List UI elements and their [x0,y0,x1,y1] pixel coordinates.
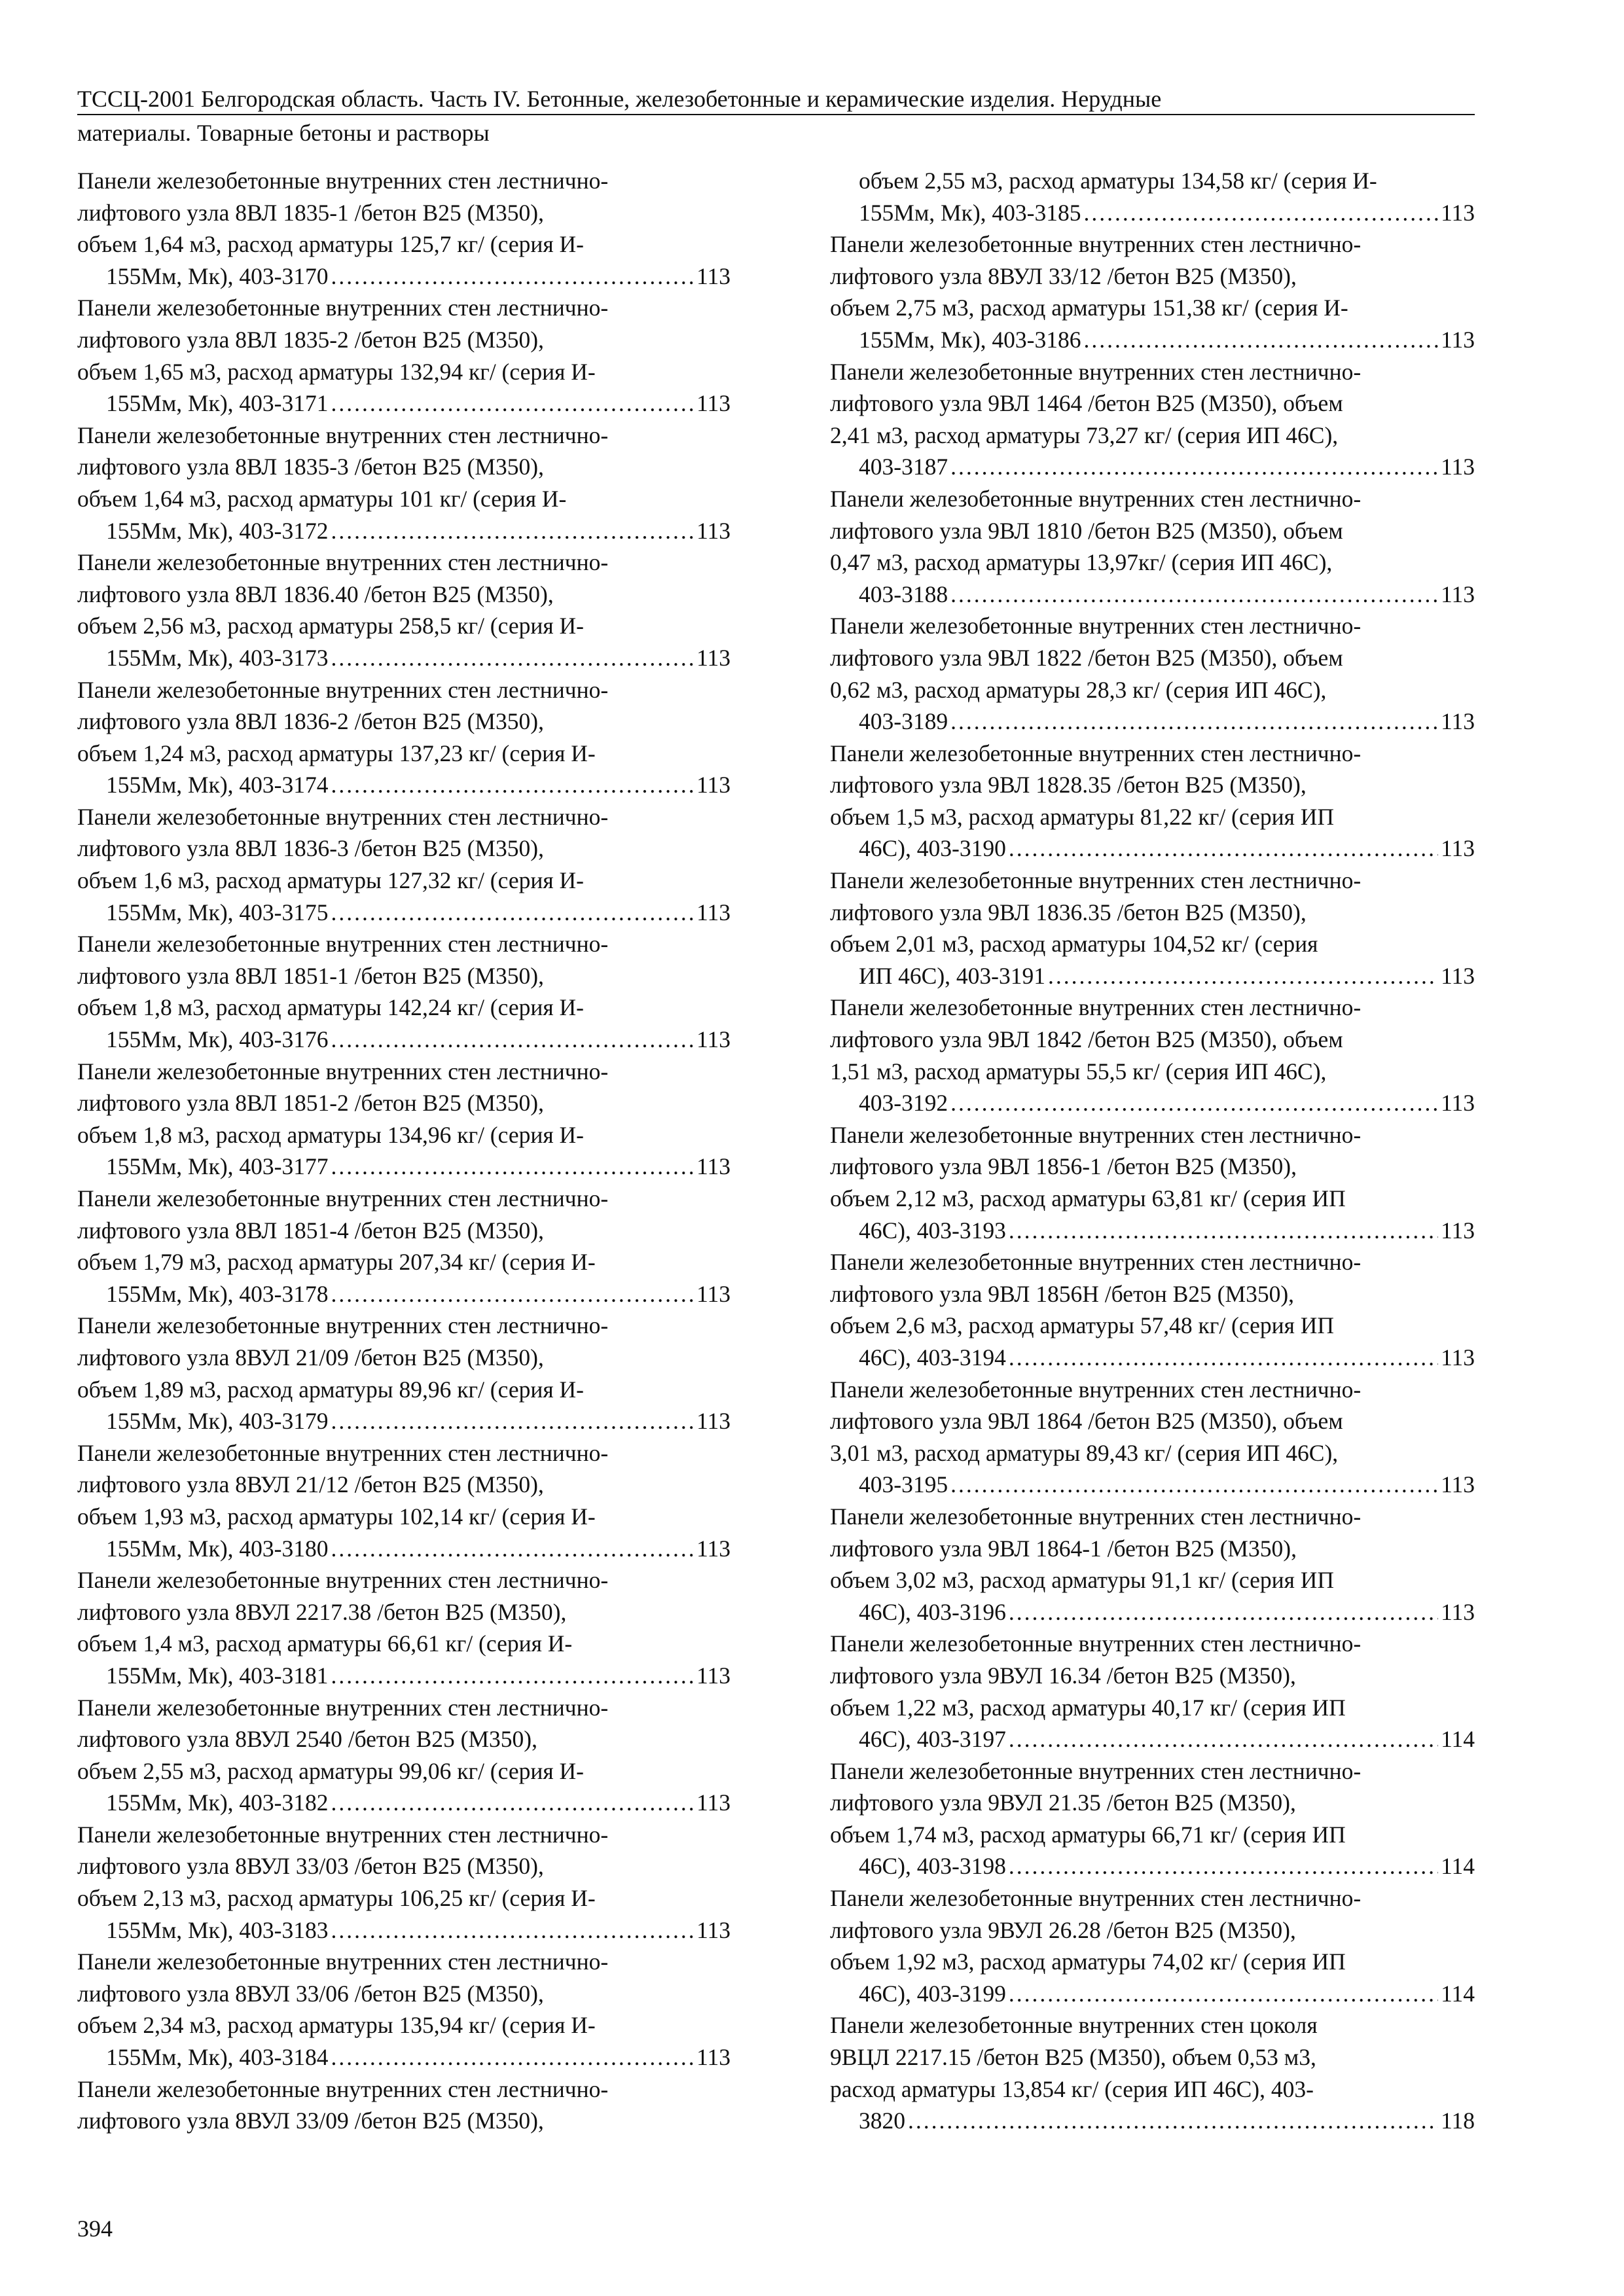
index-entry-title: Панели железобетонные внутренних стен лестнично- [830,740,1362,766]
index-entry-title: Панели железобетонные внутренних стен лестнично- [77,549,609,576]
dot-leader [1084,197,1439,229]
dot-leader [331,769,695,801]
index-entry-line: лифтового узла 8ВУЛ 33/09 /бетон В25 (М350), [77,2108,544,2134]
index-entry-line: объем 1,22 м3, расход арматуры 40,17 кг/ (серия ИП [830,1694,1346,1721]
index-entry-reference-line [859,1087,1475,1119]
index-entry [830,1374,1475,1501]
index-entry-line: лифтового узла 8ВУЛ 33/06 /бетон В25 (М350), [77,1980,544,2007]
index-entry-title: Панели железобетонные внутренних стен лестнично- [77,1058,609,1085]
index-entry-line: объем 1,64 м3, расход арматуры 101 кг/ (серия И- [77,485,567,512]
index-entry-line: лифтового узла 9ВЛ 1856-1 /бетон В25 (М350), [830,1153,1297,1180]
index-entry-reference-line [859,579,1475,611]
index-entry-page: 113 [1441,1471,1475,1498]
index-entry-title: Панели железобетонные внутренних стен лестнично- [830,1376,1362,1403]
index-entry [830,2009,1475,2136]
index-entry-line: лифтового узла 8ВУЛ 21/12 /бетон В25 (М350), [77,1471,544,1498]
index-entry-code: 46С), 403-3197 [859,1726,1006,1753]
index-entry-line: лифтового узла 8ВУЛ 33/12 /бетон В25 (М350), [830,262,1297,289]
index-entry-code: ИП 46С), 403-3191 [859,962,1045,989]
index-entry-page: 113 [696,772,731,798]
index-entry-title: Панели железобетонные внутренних стен цоколя [830,2012,1318,2039]
index-entry-title: Панели железобетонные внутренних стен лестнично- [830,358,1362,385]
index-entry-reference-line [859,2105,1475,2137]
index-entry-title: Панели железобетонные внутренних стен лестнично- [830,1885,1362,1912]
index-entry-reference-line [106,1787,731,1819]
dot-leader [1009,1723,1438,1755]
index-entry-reference-line [859,1850,1475,1882]
running-header [77,84,1475,146]
index-entry-line: объем 1,8 м3, расход арматуры 142,24 кг/ (серия И- [77,994,584,1021]
dot-leader [950,579,1438,611]
index-entry-line: объем 2,12 м3, расход арматуры 63,81 кг/ (серия ИП [830,1185,1346,1211]
index-entry-line: лифтового узла 9ВЛ 1810 /бетон В25 (М350), объем [830,517,1343,544]
index-entry-line: объем 1,79 м3, расход арматуры 207,34 кг/ (серия И- [77,1249,596,1276]
index-entry-line: лифтового узла 9ВУЛ 16.34 /бетон В25 (М350), [830,1662,1296,1689]
index-entry-page: 113 [696,644,731,671]
dot-leader [331,1660,695,1692]
index-entry-page: 113 [696,1280,731,1307]
index-entry [77,928,731,1055]
index-entry-title: Панели железобетонные внутренних стен лестнично- [830,867,1362,894]
index-entry-code: 155Мм, Мк), 403-3185 [859,199,1081,226]
index-entry-code: 155Мм, Мк), 403-3171 [106,390,329,417]
index-entry-page: 113 [696,1408,731,1435]
index-entry-code: 3820 [859,2108,905,2134]
index-entry-code: 155Мм, Мк), 403-3174 [106,772,329,798]
index-entry-line: объем 1,92 м3, расход арматуры 74,02 кг/ (серия ИП [830,1948,1346,1975]
index-entry-line: лифтового узла 9ВУЛ 21.35 /бетон В25 (М350), [830,1789,1296,1816]
index-entry-code: 403-3187 [859,454,948,480]
index-entry-reference-line [859,706,1475,738]
index-entry-reference-line [106,769,731,801]
index-entry-line: лифтового узла 9ВЛ 1822 /бетон В25 (М350), объем [830,644,1343,671]
index-entry-page: 113 [696,1026,731,1053]
index-entry-code: 155Мм, Мк), 403-3177 [106,1153,329,1180]
index-entry [830,165,1475,228]
dot-leader [331,1405,695,1437]
index-column-left [77,165,731,2137]
index-entry-title: Панели железобетонные внутренних стен лестнично- [77,1694,609,1721]
running-header-line-1: ТССЦ-2001 Белгородская область. Часть IV. Бетонные, железобетонные и керамические изделия. Нерудные [77,86,1162,112]
index-entry-line: объем 1,89 м3, расход арматуры 89,96 кг/ (серия И- [77,1376,584,1403]
dot-leader [331,1533,695,1565]
index-entry [830,865,1475,992]
index-entry [830,1882,1475,2009]
index-entry-reference-line [859,1215,1475,1247]
index-entry-title: Панели железобетонные внутренних стен лестнично- [830,231,1362,258]
index-entry-reference-line [106,1533,731,1565]
dot-leader [1009,1342,1438,1374]
dot-leader [331,2041,695,2073]
index-entry [830,738,1475,865]
index-entry-reference-line [859,1978,1475,2010]
index-entry-code: 155Мм, Мк), 403-3173 [106,644,329,671]
index-entry-code: 403-3192 [859,1090,948,1117]
index-entry-page: 113 [1441,1217,1475,1244]
index-entry-line: объем 1,64 м3, расход арматуры 125,7 кг/ (серия И- [77,231,584,258]
index-entry-title: Панели железобетонные внутренних стен лестнично- [77,1439,609,1466]
index-entry-title: Панели железобетонные внутренних стен лестнично- [830,613,1362,639]
dot-leader [1084,324,1439,356]
index-entry-code: 46С), 403-3196 [859,1598,1006,1625]
index-entry-page: 113 [1441,1344,1475,1371]
index-entry [77,1310,731,1437]
index-entry-reference-line [106,1024,731,1056]
index-entry-page: 113 [696,1789,731,1816]
index-entry [77,1692,731,1819]
index-entry [77,1564,731,1691]
index-entry [77,2073,731,2137]
index-entry-title: Панели железобетонные внутренних стен лестнично- [77,2075,609,2102]
dot-leader [331,1024,695,1056]
index-entry-line: лифтового узла 9ВЛ 1856Н /бетон В25 (М350), [830,1280,1295,1307]
dot-leader [331,387,695,420]
index-entry-reference-line [859,197,1475,229]
index-entry-page: 113 [696,517,731,544]
index-entry-reference-line [106,2041,731,2073]
index-entry-page: 114 [1441,1853,1475,1880]
index-entry-line: 0,47 м3, расход арматуры 13,97кг/ (серия ИП 46С), [830,549,1333,576]
index-entry-page: 113 [1441,962,1475,989]
index-entry-line: лифтового узла 8ВУЛ 21/09 /бетон В25 (М350), [77,1344,544,1371]
dot-leader [1009,833,1438,865]
index-entry-code: 403-3195 [859,1471,948,1498]
index-entry-code: 155Мм, Мк), 403-3175 [106,899,329,925]
index-entry-line: лифтового узла 8ВЛ 1835-1 /бетон В25 (М350), [77,199,544,226]
index-entry [830,356,1475,483]
index-entry-line: объем 2,55 м3, расход арматуры 99,06 кг/ (серия И- [77,1757,584,1784]
dot-leader [331,897,695,929]
index-entry [830,1119,1475,1246]
index-entry-line: лифтового узла 8ВЛ 1851-4 /бетон В25 (М350), [77,1217,544,1244]
index-entry-title: Панели железобетонные внутренних стен лестнично- [77,931,609,958]
index-entry-line: лифтового узла 8ВЛ 1851-2 /бетон В25 (М350), [77,1090,544,1117]
index-entry [77,1056,731,1183]
index-entry-line: объем 3,02 м3, расход арматуры 91,1 кг/ (серия ИП [830,1567,1335,1594]
index-entry [77,547,731,673]
index-entry-reference-line [106,1660,731,1692]
index-entry-title: Панели железобетонные внутренних стен лестнично- [77,1948,609,1975]
dot-leader [331,515,695,547]
dot-leader [1048,960,1438,992]
index-entry-line: лифтового узла 9ВЛ 1828.35 /бетон В25 (М350), [830,772,1307,798]
index-entry-line: 0,62 м3, расход арматуры 28,3 кг/ (серия ИП 46С), [830,676,1327,703]
index-entry-page: 113 [1441,199,1475,226]
index-column-right [830,165,1475,2137]
index-entry-title: Панели железобетонные внутренних стен лестнично- [830,1121,1362,1148]
index-entry-line: объем 1,74 м3, расход арматуры 66,71 кг/ (серия ИП [830,1821,1346,1848]
index-entry-page: 113 [696,262,731,289]
dot-leader [950,706,1438,738]
index-entry-line: объем 1,5 м3, расход арматуры 81,22 кг/ (серия ИП [830,803,1335,830]
index-entry-page: 113 [1441,1598,1475,1625]
dot-leader [950,451,1438,483]
page-number: 394 [77,2215,113,2242]
index-entry-code: 46С), 403-3194 [859,1344,1006,1371]
index-entry-line: лифтового узла 8ВЛ 1836-3 /бетон В25 (М350), [77,835,544,862]
index-entry [830,1501,1475,1628]
index-entry-code: 155Мм, Мк), 403-3170 [106,262,329,289]
index-entry-code: 155Мм, Мк), 403-3184 [106,2044,329,2071]
index-entry-code: 46С), 403-3198 [859,1853,1006,1880]
index-entry-title: Панели железобетонные внутренних стен лестнично- [830,1249,1362,1276]
index-entry [77,1183,731,1310]
dot-leader [1009,1215,1438,1247]
index-entry-code: 403-3188 [859,581,948,607]
index-entry [830,1246,1475,1373]
index-entry-title: Панели железобетонные внутренних стен лестнично- [77,1185,609,1211]
index-entry-line: объем 2,01 м3, расход арматуры 104,52 кг/ (серия [830,931,1318,958]
index-entry-reference-line [106,1914,731,1946]
index-entry-reference-line [859,451,1475,483]
index-entry-reference-line [106,897,731,929]
index-entry-line: расход арматуры 13,854 кг/ (серия ИП 46С), 403- [830,2075,1314,2102]
index-entry-title: Панели железобетонные внутренних стен лестнично- [77,168,609,194]
index-entry-line: объем 2,55 м3, расход арматуры 134,58 кг/ (серия И- [859,168,1377,194]
index-entry-title: Панели железобетонные внутренних стен лестнично- [77,422,609,448]
dot-leader [331,1151,695,1183]
index-entry-line: объем 1,65 м3, расход арматуры 132,94 кг/ (серия И- [77,358,596,385]
index-entry-title: Панели железобетонные внутренних стен лестнично- [77,1312,609,1339]
index-entry-title: Панели железобетонные внутренних стен лестнично- [77,1567,609,1594]
index-entry-reference-line [859,1469,1475,1501]
index-entry-code: 46С), 403-3190 [859,835,1006,862]
index-entry-line: лифтового узла 8ВУЛ 33/03 /бетон В25 (М350), [77,1853,544,1880]
index-entry [830,1628,1475,1755]
dot-leader [331,260,695,293]
index-entry-reference-line [859,833,1475,865]
index-entry-line: лифтового узла 8ВЛ 1836.40 /бетон В25 (М350), [77,581,554,607]
index-entry-page: 113 [696,1662,731,1689]
dot-leader [1009,1850,1438,1882]
index-entry-page: 113 [1441,708,1475,735]
index-entry-reference-line [106,387,731,420]
index-entry-page: 113 [696,899,731,925]
index-entry-title: Панели железобетонные внутренних стен лестнично- [830,1757,1362,1784]
index-entry-title: Панели железобетонные внутренних стен лестнично- [830,1503,1362,1530]
index-entry-line: лифтового узла 9ВУЛ 26.28 /бетон В25 (М350), [830,1916,1296,1943]
index-entry-code: 46С), 403-3199 [859,1980,1006,2007]
index-entry-page: 113 [1441,1090,1475,1117]
index-entry [77,1946,731,2073]
dot-leader [1009,1978,1438,2010]
index-entry-code: 155Мм, Мк), 403-3181 [106,1662,329,1689]
index-entry-page: 113 [1441,326,1475,353]
index-entry [77,1437,731,1564]
index-entry-reference-line [106,515,731,547]
index-entry-reference-line [859,1723,1475,1755]
index-entry-reference-line [859,1342,1475,1374]
index-entry [77,420,731,547]
index-entry-line: объем 1,93 м3, расход арматуры 102,14 кг/ (серия И- [77,1503,596,1530]
index-entry-line: 2,41 м3, расход арматуры 73,27 кг/ (серия ИП 46С), [830,422,1339,448]
index-entry-code: 155Мм, Мк), 403-3180 [106,1535,329,1562]
index-entry-code: 155Мм, Мк), 403-3172 [106,517,329,544]
dot-leader [908,2105,1438,2137]
index-entry [830,228,1475,355]
index-entry-code: 155Мм, Мк), 403-3176 [106,1026,329,1053]
index-entry-code: 46С), 403-3193 [859,1217,1006,1244]
index-entry-page: 113 [1441,835,1475,862]
index-entry-line: объем 1,8 м3, расход арматуры 134,96 кг/ (серия И- [77,1121,584,1148]
index-entry [77,1819,731,1946]
index-entry-page: 118 [1441,2108,1475,2134]
index-entry-code: 155Мм, Мк), 403-3178 [106,1280,329,1307]
index-entry-line: лифтового узла 8ВУЛ 2217.38 /бетон В25 (М350), [77,1598,567,1625]
dot-leader [950,1469,1438,1501]
index-entry-reference-line [106,642,731,674]
index-entry-line: лифтового узла 9ВЛ 1464 /бетон В25 (М350), объем [830,390,1343,417]
running-header-line-2: материалы. Товарные бетоны и растворы [77,120,490,146]
index-entry-title: Панели железобетонные внутренних стен лестнично- [830,1630,1362,1657]
dot-leader [1009,1596,1438,1628]
dot-leader [331,642,695,674]
dot-leader [950,1087,1438,1119]
index-entry-line: объем 2,13 м3, расход арматуры 106,25 кг/ (серия И- [77,1885,596,1912]
index-entry-title: Панели железобетонные внутренних стен лестнично- [77,1821,609,1848]
index-entry-line: объем 2,6 м3, расход арматуры 57,48 кг/ (серия ИП [830,1312,1335,1339]
index-entry-line: лифтового узла 9ВЛ 1836.35 /бетон В25 (М350), [830,899,1307,925]
index-entry-line: лифтового узла 9ВЛ 1842 /бетон В25 (М350), объем [830,1026,1343,1053]
index-entry-title: Панели железобетонные внутренних стен лестнично- [77,803,609,830]
index-entry-line: лифтового узла 9ВЛ 1864 /бетон В25 (М350), объем [830,1408,1343,1435]
index-entry-page: 113 [696,1916,731,1943]
index-entry [830,610,1475,737]
index-entry-line: объем 1,4 м3, расход арматуры 66,61 кг/ (серия И- [77,1630,573,1657]
index-entry-title: Панели железобетонные внутренних стен лестнично- [830,485,1362,512]
index-entry-code: 403-3189 [859,708,948,735]
index-entry-page: 113 [696,2044,731,2071]
index-entry-line: лифтового узла 8ВЛ 1835-2 /бетон В25 (М350), [77,326,544,353]
index-entry-line: 3,01 м3, расход арматуры 89,43 кг/ (серия ИП 46С), [830,1439,1339,1466]
index-entry-page: 114 [1441,1726,1475,1753]
dot-leader [331,1787,695,1819]
index-entry-line: лифтового узла 8ВУЛ 2540 /бетон В25 (М350), [77,1726,537,1753]
index-entry-reference-line [106,1405,731,1437]
index-entry-page: 113 [696,390,731,417]
index-entry-page: 113 [696,1153,731,1180]
index-entry-reference-line [859,960,1475,992]
dot-leader [331,1278,695,1310]
index-entry-page: 113 [1441,581,1475,607]
index-entry-title: Панели железобетонные внутренних стен лестнично- [830,994,1362,1021]
index-entry [77,292,731,419]
index-entry-reference-line [859,324,1475,356]
index-entry [77,674,731,801]
index-entry-line: объем 2,75 м3, расход арматуры 151,38 кг/ (серия И- [830,295,1348,321]
index-entry-line: лифтового узла 8ВЛ 1836-2 /бетон В25 (М350), [77,708,544,735]
index-entry-line: лифтового узла 8ВЛ 1835-3 /бетон В25 (М350), [77,454,544,480]
index-entry-page: 113 [696,1535,731,1562]
index-entry [77,165,731,292]
index-entry-page: 113 [1441,454,1475,480]
index-entry-code: 155Мм, Мк), 403-3183 [106,1916,329,1943]
index-entry-code: 155Мм, Мк), 403-3179 [106,1408,329,1435]
index-entry-line: объем 2,34 м3, расход арматуры 135,94 кг/ (серия И- [77,2012,596,2039]
index-entry-line: 9ВЦЛ 2217.15 /бетон В25 (М350), объем 0,53 м3, [830,2044,1316,2071]
index-entry-line: объем 1,6 м3, расход арматуры 127,32 кг/ (серия И- [77,867,584,894]
index-entry-line: лифтового узла 8ВЛ 1851-1 /бетон В25 (М350), [77,962,544,989]
index-entry-title: Панели железобетонные внутренних стен лестнично- [77,676,609,703]
index-entry-reference-line [106,260,731,293]
index-entry-line: объем 1,24 м3, расход арматуры 137,23 кг/ (серия И- [77,740,596,766]
index-entry-page: 114 [1441,1980,1475,2007]
index-entry-title: Панели железобетонные внутренних стен лестнично- [77,295,609,321]
index-entry-reference-line [106,1278,731,1310]
index-entry-code: 155Мм, Мк), 403-3182 [106,1789,329,1816]
index-entry [830,1755,1475,1882]
index-entry-reference-line [106,1151,731,1183]
dot-leader [331,1914,695,1946]
index-entry [830,992,1475,1119]
index-entry [77,801,731,928]
index-entry-line: объем 2,56 м3, расход арматуры 258,5 кг/ (серия И- [77,613,584,639]
index-entry-reference-line [859,1596,1475,1628]
index-entry-code: 155Мм, Мк), 403-3186 [859,326,1081,353]
index-entry-line: 1,51 м3, расход арматуры 55,5 кг/ (серия ИП 46С), [830,1058,1327,1085]
index-entry-line: лифтового узла 9ВЛ 1864-1 /бетон В25 (М350), [830,1535,1297,1562]
index-entry [830,483,1475,610]
